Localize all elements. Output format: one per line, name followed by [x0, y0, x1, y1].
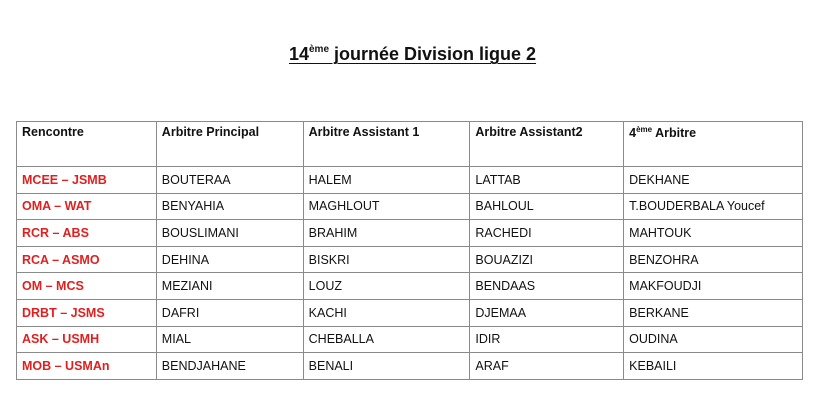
- table-header-row: [17, 122, 803, 167]
- fourth-referee-cell: MAKFOUDJI: [624, 273, 803, 300]
- fourth-referee-cell: DEKHANE: [624, 167, 803, 194]
- assistant1-cell: MAGHLOUT: [303, 193, 470, 220]
- assistant1-cell: CHEBALLA: [303, 326, 470, 353]
- header-rencontre: Rencontre: [17, 122, 157, 167]
- table-row: [17, 353, 803, 380]
- header-4eme-number: 4: [629, 126, 637, 140]
- assistant2-cell: RACHEDI: [470, 220, 624, 247]
- match-cell: RCA – ASMO: [17, 246, 157, 273]
- fourth-referee-cell: OUDINA: [624, 326, 803, 353]
- table-row: [17, 273, 803, 300]
- fourth-referee-cell: KEBAILI: [624, 353, 803, 380]
- principal-cell: BENYAHIA: [156, 193, 303, 220]
- header-4eme-label: Arbitre: [652, 126, 697, 140]
- table-row: [17, 246, 803, 273]
- match-cell: DRBT – JSMS: [17, 299, 157, 326]
- match-cell: OM – MCS: [17, 273, 157, 300]
- assistant1-cell: LOUZ: [303, 273, 470, 300]
- assistant1-cell: HALEM: [303, 167, 470, 194]
- principal-cell: BOUTERAA: [156, 167, 303, 194]
- fourth-referee-cell: T.BOUDERBALA Youcef: [624, 193, 803, 220]
- header-assistant-2: Arbitre Assistant2: [470, 122, 624, 167]
- match-cell: OMA – WAT: [17, 193, 157, 220]
- fourth-referee-cell: MAHTOUK: [624, 220, 803, 247]
- principal-cell: DAFRI: [156, 299, 303, 326]
- assistant2-cell: BOUAZIZI: [470, 246, 624, 273]
- assistant2-cell: IDIR: [470, 326, 624, 353]
- principal-cell: BENDJAHANE: [156, 353, 303, 380]
- table-row: [17, 326, 803, 353]
- fourth-referee-cell: BERKANE: [624, 299, 803, 326]
- assistant2-cell: DJEMAA: [470, 299, 624, 326]
- page-title: [0, 44, 825, 65]
- title-number: 14: [288, 44, 309, 64]
- table-row: [17, 193, 803, 220]
- referee-table: [16, 121, 803, 380]
- assistant2-cell: BENDAAS: [470, 273, 624, 300]
- header-arbitre-principal: Arbitre Principal: [156, 122, 303, 167]
- assistant2-cell: BAHLOUL: [470, 193, 624, 220]
- fourth-referee-cell: BENZOHRA: [624, 246, 803, 273]
- principal-cell: DEHINA: [156, 246, 303, 273]
- table-row: [17, 167, 803, 194]
- assistant1-cell: BISKRI: [303, 246, 470, 273]
- assistant1-cell: BENALI: [303, 353, 470, 380]
- principal-cell: MIAL: [156, 326, 303, 353]
- title-text: journée Division ligue 2: [329, 44, 537, 64]
- assistant1-cell: BRAHIM: [303, 220, 470, 247]
- assistant2-cell: LATTAB: [470, 167, 624, 194]
- title-superscript: ème: [308, 44, 329, 55]
- match-cell: ASK – USMH: [17, 326, 157, 353]
- principal-cell: MEZIANI: [156, 273, 303, 300]
- header-4eme-arbitre: [624, 122, 803, 167]
- assistant1-cell: KACHI: [303, 299, 470, 326]
- header-4eme-superscript: ème: [636, 125, 653, 134]
- assistant2-cell: ARAF: [470, 353, 624, 380]
- table-row: [17, 220, 803, 247]
- principal-cell: BOUSLIMANI: [156, 220, 303, 247]
- match-cell: MOB – USMAn: [17, 353, 157, 380]
- match-cell: RCR – ABS: [17, 220, 157, 247]
- match-cell: MCEE – JSMB: [17, 167, 157, 194]
- header-assistant-1: Arbitre Assistant 1: [303, 122, 470, 167]
- table-row: [17, 299, 803, 326]
